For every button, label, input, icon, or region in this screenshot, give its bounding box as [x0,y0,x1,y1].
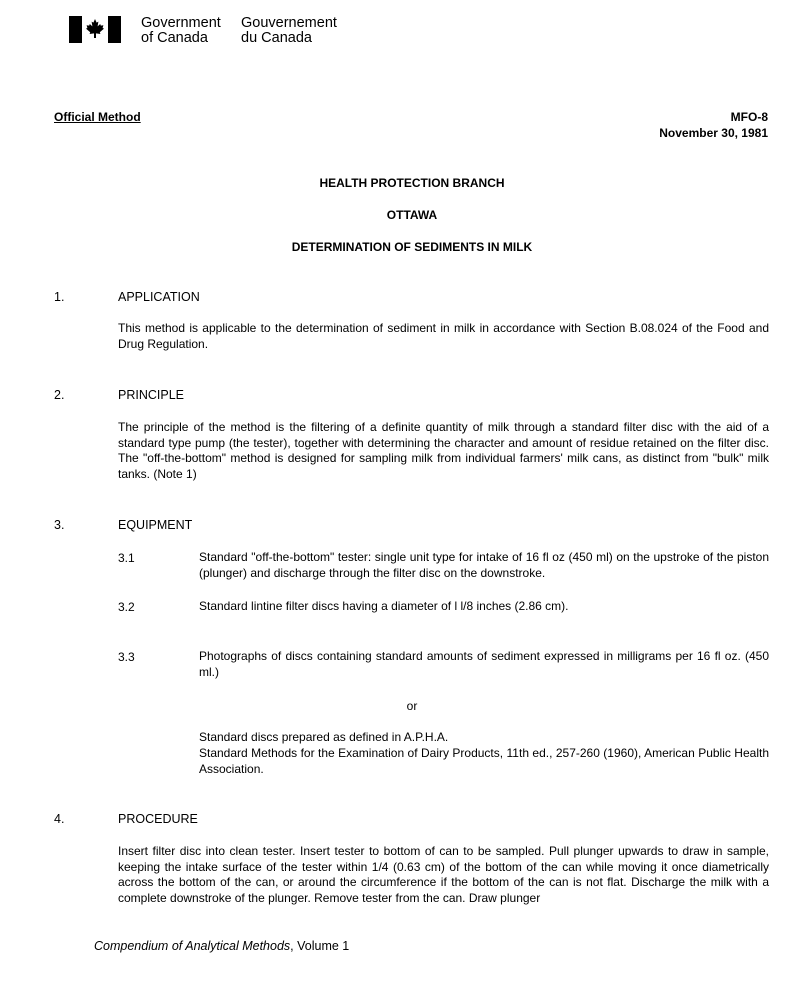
section-4-title: PROCEDURE [118,812,198,826]
page-footer [94,938,349,954]
gov-en-line2: of Canada [141,30,208,46]
gov-english-wordmark [141,16,221,46]
item-3-3-text: Photographs of discs containing standard amounts of sediment expressed in milligrams per 16 fl oz. (450 ml.) [199,649,769,679]
item-3-3-number: 3.3 [118,650,135,664]
alt-discs-line2: Standard Methods for the Examination of Dairy Products, 11th ed., 257-260 (1960), American Public Health Association. [199,746,769,776]
section-3-title: EQUIPMENT [118,518,193,532]
method-date: November 30, 1981 [659,126,768,140]
canada-flag-logo [69,16,121,43]
section-1-text: This method is applicable to the determination of sediment in milk in accordance with Section B.08.024 of the Food and Drug Regulation. [118,321,769,351]
gov-french-wordmark [241,16,337,46]
item-3-2-text: Standard lintine filter discs having a diameter of l l/8 inches (2.86 cm). [199,599,569,613]
item-3-1-text: Standard "off-the-bottom" tester: single unit type for intake of 16 fl oz (450 ml) on the upstroke of the piston (plunger) and discharge through the filter disc on the downstroke. [199,550,769,580]
section-2-text: The principle of the method is the filtering of a definite quantity of milk through a standard filter disc with the aid of a standard type pump (the tester), together with determining the character and amount of residue retained on the filter disc. The "off-the-bottom" method is designed for sampling milk from individual farmers' milk cans, as distinct from "bulk" milk tanks. (Note 1) [118,420,769,481]
or-separator: or [406,699,418,713]
branch-heading: HEALTH PROTECTION BRANCH [319,176,505,190]
section-1-number: 1. [54,290,65,304]
method-type-label: Official Method [54,110,141,124]
method-code-block [659,109,768,141]
footer-volume: , Volume 1 [290,939,350,953]
alt-discs-line1: Standard discs prepared as defined in A.P.H.A. [199,730,449,744]
section-1-title: APPLICATION [118,290,200,304]
document-title: DETERMINATION OF SEDIMENTS IN MILK [291,240,533,254]
section-2-title: PRINCIPLE [118,388,184,402]
item-3-2-number: 3.2 [118,600,135,614]
section-2-number: 2. [54,388,65,402]
footer-publication: Compendium of Analytical Methods [94,939,291,953]
method-code: MFO-8 [730,110,768,124]
gov-fr-line1: Gouvernement [241,15,337,31]
section-4-text: Insert filter disc into clean tester. Insert tester to bottom of can to be sampled. Pull plunger upwards to draw in sample, keeping the intake surface of the tester within 1/4 (0.63 cm) of the bottom of the can while moving it once diametrically across the bottom of the can, or around the circumference if the bottom of the can is not flat. Discharge the milk with a complete downstroke of the plunger. Remove tester from the can. Draw plunger [118,844,769,905]
gov-fr-line2: du Canada [241,30,312,46]
city-heading: OTTAWA [386,208,438,222]
gov-en-line1: Government [141,15,221,31]
section-3-number: 3. [54,518,65,532]
item-3-1-number: 3.1 [118,551,135,565]
section-4-number: 4. [54,812,65,826]
